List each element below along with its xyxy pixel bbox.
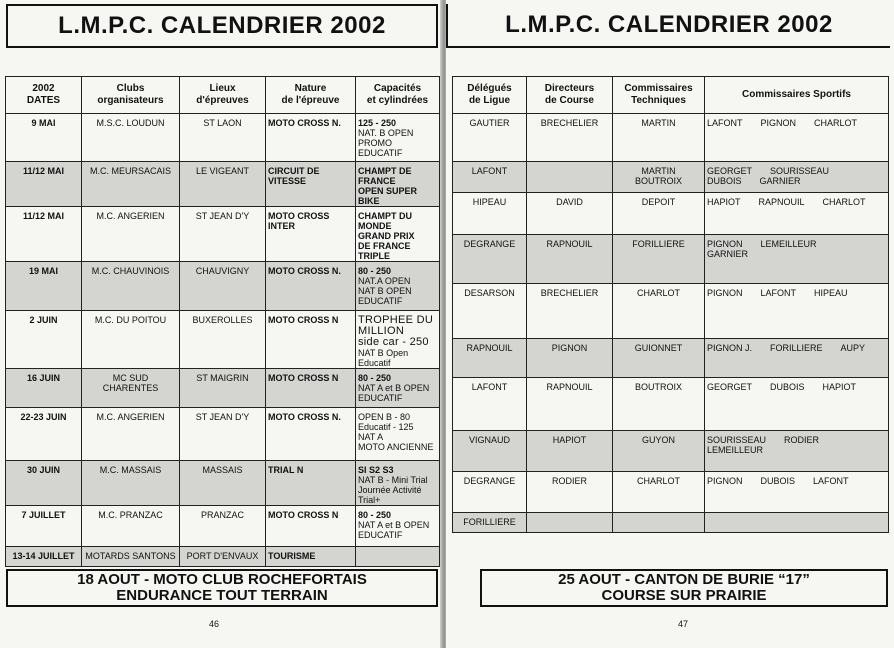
capacite-line: DE FRANCE TRIPLE <box>358 241 411 261</box>
commissaire-technique: MARTIN BOUTROIX <box>613 162 705 193</box>
commissaires-sportifs <box>705 378 889 431</box>
event-date: 7 JUILLET <box>6 506 82 547</box>
event-club: M.S.C. LOUDUN <box>82 114 180 162</box>
table-row <box>6 547 440 567</box>
table-row <box>6 461 440 506</box>
table-row <box>6 207 440 262</box>
commissaire-sportif: GEORGET <box>707 382 753 392</box>
commissaire-sportif: LAFONT <box>760 288 797 298</box>
commissaire-sportif: HAPIOT <box>707 197 741 207</box>
header-lieux: Lieux d'épreuves <box>180 77 266 114</box>
commissaire-sportif: GARNIER <box>707 249 749 259</box>
table-row <box>453 431 889 472</box>
commissaire-sportif: SOURISSEAU <box>770 166 830 176</box>
event-club: M.C. CHAUVINOIS <box>82 262 180 311</box>
table-row <box>453 114 889 162</box>
left-footer-banner <box>6 569 438 607</box>
commissaire-sportif: FORILLIERE <box>770 343 823 353</box>
event-capacites <box>356 547 440 567</box>
capacite-line: GRAND PRIX <box>358 231 415 241</box>
commissaires-sportifs <box>705 472 889 513</box>
commissaire-sportif: RAPNOUIL <box>758 197 805 207</box>
directeur-course: RODIER <box>527 472 613 513</box>
directeur-course: RAPNOUIL <box>527 235 613 284</box>
directeur-course <box>527 162 613 193</box>
capacite-line: NAT A <box>358 432 384 442</box>
commissaire-sportif: HAPIOT <box>822 382 857 392</box>
event-nature: MOTO CROSS N. <box>266 114 356 162</box>
event-lieu: ST MAIGRIN <box>180 369 266 408</box>
delegue-ligue: DEGRANGE <box>453 235 527 284</box>
left-page-number: 46 <box>209 619 220 629</box>
table-row <box>453 339 889 378</box>
capacite-line: NAT.A OPEN <box>358 276 411 286</box>
capacite-line: side car - 250 <box>358 336 429 348</box>
right-footer-line: 25 AOUT - CANTON DE BURIE “17” <box>558 571 810 588</box>
commissaire-sportif: GEORGET <box>707 166 753 176</box>
commissaire-sportif: DUBOIS <box>760 476 796 486</box>
header-delegues: Délégués de Ligue <box>453 77 527 114</box>
commissaires-sportifs <box>705 162 889 193</box>
right-page-number: 47 <box>678 619 689 629</box>
event-club: M.C. DU POITOU <box>82 311 180 369</box>
event-club: M.C. PRANZAC <box>82 506 180 547</box>
event-nature: MOTO CROSS N <box>266 369 356 408</box>
capacite-line: NAT B - Mini Trial <box>358 475 428 485</box>
left-footer-line: ENDURANCE TOUT TERRAIN <box>116 587 328 604</box>
event-lieu: PRANZAC <box>180 506 266 547</box>
commissaire-technique: MARTIN <box>613 114 705 162</box>
event-capacites <box>356 461 440 506</box>
delegue-ligue: VIGNAUD <box>453 431 527 472</box>
right-officials-table <box>452 76 889 533</box>
table-row <box>6 408 440 461</box>
right-page-title: L.M.P.C. CALENDRIER 2002 <box>446 4 890 48</box>
table-row <box>453 193 889 235</box>
commissaire-sportif: PIGNON <box>760 118 797 128</box>
table-row <box>6 162 440 207</box>
capacite-line: 80 - 250 <box>358 373 392 383</box>
commissaire-sportif: LAFONT <box>707 118 743 128</box>
commissaire-sportif: CHARLOT <box>814 118 858 128</box>
event-lieu: ST JEAN D'Y <box>180 207 266 262</box>
capacite-line: 125 - 250 <box>358 118 397 128</box>
event-date: 11/12 MAI <box>6 162 82 207</box>
event-date: 30 JUIN <box>6 461 82 506</box>
commissaire-technique: CHARLOT <box>613 284 705 339</box>
table-row <box>6 369 440 408</box>
commissaires-sportifs <box>705 193 889 235</box>
event-club: MOTARDS SANTONS <box>82 547 180 567</box>
right-footer-banner <box>480 569 888 607</box>
table-row <box>453 378 889 431</box>
event-capacites <box>356 162 440 207</box>
event-date: 2 JUIN <box>6 311 82 369</box>
table-row <box>453 162 889 193</box>
commissaire-sportif: PIGNON <box>707 288 743 298</box>
event-lieu: CHAUVIGNY <box>180 262 266 311</box>
capacite-line: Educatif <box>358 358 391 368</box>
event-date: 9 MAI <box>6 114 82 162</box>
event-lieu: ST JEAN D'Y <box>180 408 266 461</box>
right-footer-line: COURSE SUR PRAIRIE <box>601 587 767 604</box>
directeur-course: DAVID <box>527 193 613 235</box>
commissaire-sportif: PIGNON <box>707 476 743 486</box>
commissaires-sportifs <box>705 513 889 533</box>
header-sportifs: Commissaires Sportifs <box>705 77 889 114</box>
commissaires-sportifs <box>705 431 889 472</box>
event-capacites <box>356 114 440 162</box>
commissaires-sportifs <box>705 284 889 339</box>
right-page <box>446 0 894 648</box>
capacite-line: 80 - 250 <box>358 510 392 520</box>
event-nature: MOTO CROSS INTER <box>266 207 356 262</box>
delegue-ligue: FORILLIERE <box>453 513 527 533</box>
commissaire-technique: BOUTROIX <box>613 378 705 431</box>
event-lieu: LE VIGEANT <box>180 162 266 207</box>
event-club: MC SUD CHARENTES <box>82 369 180 408</box>
capacite-line: NAT B OPEN <box>358 286 412 296</box>
capacite-line: EDUCATIF <box>358 530 403 540</box>
commissaire-sportif: DUBOIS <box>707 176 742 186</box>
capacite-line: OPEN B - 80 <box>358 412 411 422</box>
commissaire-sportif: GARNIER <box>759 176 801 186</box>
event-nature: MOTO CROSS N. <box>266 408 356 461</box>
header-capacites: Capacités et cylindrées <box>356 77 440 114</box>
header-dates: 2002 DATES <box>6 77 82 114</box>
table-row <box>6 506 440 547</box>
directeur-course: BRECHELIER <box>527 114 613 162</box>
commissaire-technique: GUYON <box>613 431 705 472</box>
left-footer-line: 18 AOUT - MOTO CLUB ROCHEFORTAIS <box>77 571 367 588</box>
commissaire-sportif: HIPEAU <box>814 288 848 298</box>
event-capacites <box>356 207 440 262</box>
commissaire-sportif: PIGNON <box>707 239 743 249</box>
right-header-row <box>453 77 889 114</box>
event-date: 11/12 MAI <box>6 207 82 262</box>
event-date: 22-23 JUIN <box>6 408 82 461</box>
capacite-line: SI S2 S3 <box>358 465 394 475</box>
event-nature: TOURISME <box>266 547 356 567</box>
directeur-course: PIGNON <box>527 339 613 378</box>
event-lieu: BUXEROLLES <box>180 311 266 369</box>
table-row <box>453 284 889 339</box>
table-row <box>6 262 440 311</box>
commissaire-sportif: SOURISSEAU <box>707 435 767 445</box>
event-nature: MOTO CROSS N <box>266 311 356 369</box>
table-row <box>6 311 440 369</box>
event-lieu: PORT D'ENVAUX <box>180 547 266 567</box>
table-row <box>453 235 889 284</box>
capacite-line: CHAMPT DE FRANCE <box>358 166 412 186</box>
capacite-line: NAT B Open <box>358 348 409 358</box>
directeur-course: HAPIOT <box>527 431 613 472</box>
capacite-line: PROMO <box>358 138 393 148</box>
event-club: M.C. ANGERIEN <box>82 408 180 461</box>
capacite-line: CHAMPT DU MONDE <box>358 211 412 231</box>
event-club: M.C. MASSAIS <box>82 461 180 506</box>
commissaire-sportif: AUPY <box>840 343 866 353</box>
directeur-course <box>527 513 613 533</box>
event-date: 13-14 JUILLET <box>6 547 82 567</box>
capacite-line: NAT A et B OPEN <box>358 383 430 393</box>
commissaires-sportifs <box>705 114 889 162</box>
commissaire-sportif: LEMEILLEUR <box>707 445 764 455</box>
directeur-course: RAPNOUIL <box>527 378 613 431</box>
left-page-title: L.M.P.C. CALENDRIER 2002 <box>6 4 438 48</box>
commissaire-sportif: LEMEILLEUR <box>760 239 817 249</box>
capacite-line: NAT A et B OPEN <box>358 520 430 530</box>
event-capacites <box>356 369 440 408</box>
capacite-line: NAT. B OPEN <box>358 128 414 138</box>
capacite-line: OPEN SUPER BIKE <box>358 186 418 206</box>
event-club: M.C. MEURSACAIS <box>82 162 180 207</box>
commissaire-technique <box>613 513 705 533</box>
header-nature: Nature de l'épreuve <box>266 77 356 114</box>
table-row <box>6 114 440 162</box>
header-clubs: Clubs organisateurs <box>82 77 180 114</box>
commissaires-sportifs <box>705 235 889 284</box>
commissaire-sportif: PIGNON J. <box>707 343 753 353</box>
delegue-ligue: LAFONT <box>453 378 527 431</box>
event-nature: TRIAL N <box>266 461 356 506</box>
delegue-ligue: HIPEAU <box>453 193 527 235</box>
capacite-line: EDUCATIF <box>358 148 403 158</box>
capacite-line: EDUCATIF <box>358 296 403 306</box>
capacite-line: TROPHEE DU <box>358 314 434 326</box>
capacite-line: MOTO ANCIENNE <box>358 442 434 452</box>
event-date: 16 JUIN <box>6 369 82 408</box>
capacite-line: 80 - 250 <box>358 266 392 276</box>
capacite-line: Educatif - 125 <box>358 422 414 432</box>
event-lieu: MASSAIS <box>180 461 266 506</box>
commissaire-technique: GUIONNET <box>613 339 705 378</box>
commissaire-sportif: LAFONT <box>813 476 849 486</box>
delegue-ligue: GAUTIER <box>453 114 527 162</box>
directeur-course: BRECHELIER <box>527 284 613 339</box>
event-date: 19 MAI <box>6 262 82 311</box>
commissaires-sportifs <box>705 339 889 378</box>
table-row <box>453 472 889 513</box>
left-page <box>0 0 442 648</box>
event-nature: CIRCUIT DE VITESSE <box>266 162 356 207</box>
delegue-ligue: RAPNOUIL <box>453 339 527 378</box>
delegue-ligue: DESARSON <box>453 284 527 339</box>
delegue-ligue: DEGRANGE <box>453 472 527 513</box>
delegue-ligue: LAFONT <box>453 162 527 193</box>
commissaire-sportif: DUBOIS <box>770 382 805 392</box>
capacite-line: MILLION <box>358 325 405 337</box>
commissaire-technique: DEPOIT <box>613 193 705 235</box>
commissaire-sportif: CHARLOT <box>822 197 866 207</box>
table-row <box>453 513 889 533</box>
left-calendar-table <box>5 76 440 567</box>
commissaire-technique: CHARLOT <box>613 472 705 513</box>
event-lieu: ST LAON <box>180 114 266 162</box>
header-techniques: Commissaires Techniques <box>613 77 705 114</box>
event-nature: MOTO CROSS N <box>266 506 356 547</box>
commissaire-sportif: RODIER <box>784 435 820 445</box>
left-header-row <box>6 77 440 114</box>
capacite-line: Journée Activité Trial+ <box>358 485 422 505</box>
event-capacites <box>356 262 440 311</box>
event-club: M.C. ANGERIEN <box>82 207 180 262</box>
event-capacites <box>356 506 440 547</box>
event-nature: MOTO CROSS N. <box>266 262 356 311</box>
event-capacites <box>356 311 440 369</box>
commissaire-technique: FORILLIERE <box>613 235 705 284</box>
event-capacites <box>356 408 440 461</box>
capacite-line: EDUCATIF <box>358 393 403 403</box>
header-directeurs: Directeurs de Course <box>527 77 613 114</box>
